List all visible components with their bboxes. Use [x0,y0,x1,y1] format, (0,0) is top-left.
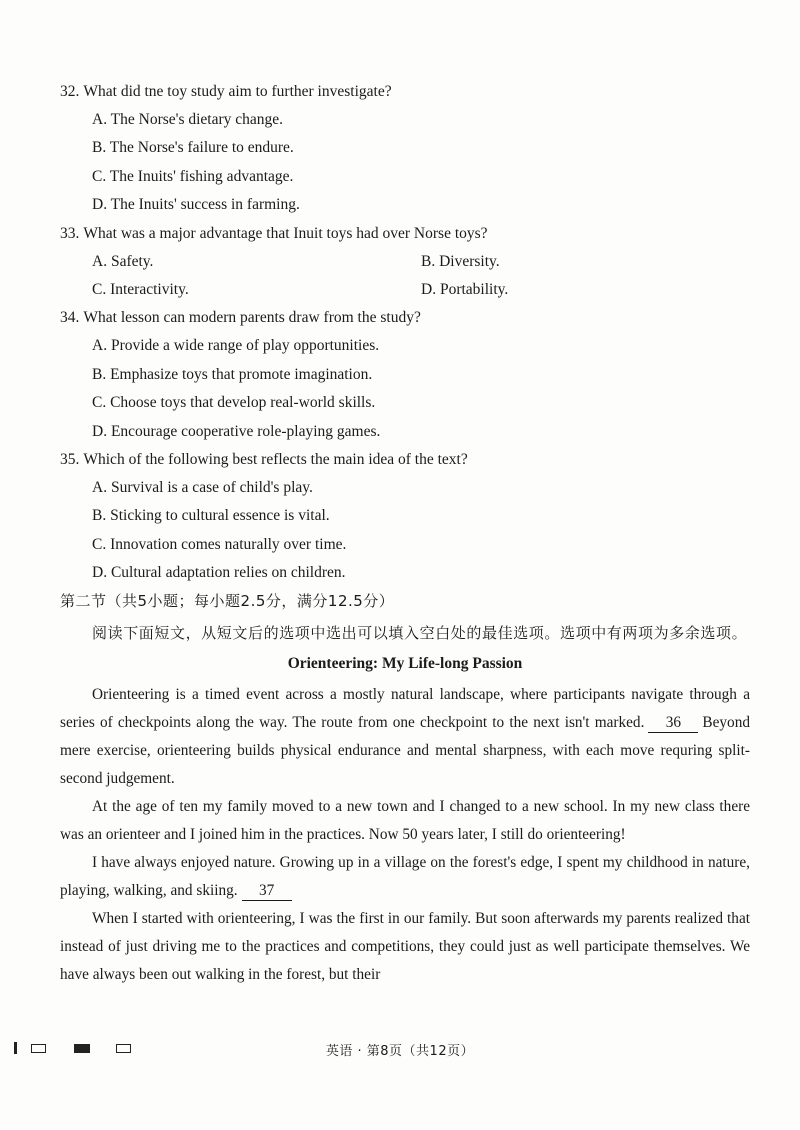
question-34 [60,308,750,441]
article-paragraph-4: When I started with orienteering, I was the first in our family. But soon afterwards my parents realized that instead of just driving me to the practices and competitions, they could just as well participate themselves. We have always been out walking in the forest, but their [60,910,750,984]
option-d: D. The Inuits' success in farming. [92,196,300,214]
question-number: 32. [60,83,80,100]
option-c: C. Interactivity. [92,280,189,298]
question-stem [60,82,750,102]
article-paragraph-3 [60,849,750,905]
page-content [60,82,750,989]
option-a: A. Survival is a case of child's play. [92,478,313,496]
page-footer [0,1038,800,1062]
question-number: 33. [60,224,80,242]
section-heading: 第二节（共5小题；每小题2.5分，满分12.5分） [60,592,395,611]
question-33 [60,224,750,300]
question-number: 34. [60,309,80,327]
option-row [92,280,750,300]
option-b: B. Sticking to cultural essence is vital. [92,507,330,525]
option-d: D. Cultural adaptation relies on children. [92,564,346,582]
option-b: B. The Norse's failure to endure. [92,139,294,157]
option-a: A. The Norse's dietary change. [92,111,284,128]
paragraph-text: Beyond mere exercise, orienteering builds physical endurance and mental sharpness, with each move requring split-second judgement. [60,714,750,788]
question-stem [60,308,750,328]
article-title: Orienteering: My Life-long Passion [287,655,523,673]
option-c: C. Innovation comes naturally over time. [92,535,347,553]
question-stem [60,450,750,470]
blank-36: 36 [648,714,698,733]
section-instruction: 阅读下面短文，从短文后的选项中选出可以填入空白处的最佳选项。选项中有两项为多余选项。 [92,624,748,643]
question-text: What was a major advantage that Inuit toys had over Norse toys? [83,224,488,242]
question-text: Which of the following best reflects the main idea of the text? [83,450,468,468]
paragraph-text: I have always enjoyed nature. Growing up in a village on the forest's edge, I spent my childhood in nature, playing, walking, and skiing. [60,854,750,900]
option-a: A. Safety. [92,252,154,270]
question-text: What lesson can modern parents draw from the study? [83,309,421,327]
option-row [92,252,750,272]
question-35 [60,450,750,583]
option-c: C. The Inuits' fishing advantage. [92,167,294,185]
question-text: What did tne toy study aim to further investigate? [83,83,392,100]
article-paragraph-1 [60,681,750,793]
option-b: B. Diversity. [421,252,500,270]
option-b: B. Emphasize toys that promote imagination. [92,365,373,383]
option-a: A. Provide a wide range of play opportunities. [92,337,380,355]
page-number-label: 英语 · 第8页（共12页） [325,1044,475,1059]
blank-37: 37 [242,882,292,901]
option-c: C. Choose toys that develop real-world skills. [92,394,376,412]
question-number: 35. [60,450,80,468]
article-paragraph-2: At the age of ten my family moved to a new town and I changed to a new school. In my new class there was an orienteer and I joined him in the practices. Now 50 years later, I still do orienteering! [60,798,750,844]
option-d: D. Encourage cooperative role-playing games. [92,422,381,440]
option-d: D. Portability. [421,280,509,298]
paragraph-text: Orienteering is a timed event across a mostly natural landscape, where participants navigate through a series of checkpoints along the way. The route from one checkpoint to the next isn't marked. [60,686,750,732]
question-stem [60,224,750,244]
question-32 [60,82,750,215]
